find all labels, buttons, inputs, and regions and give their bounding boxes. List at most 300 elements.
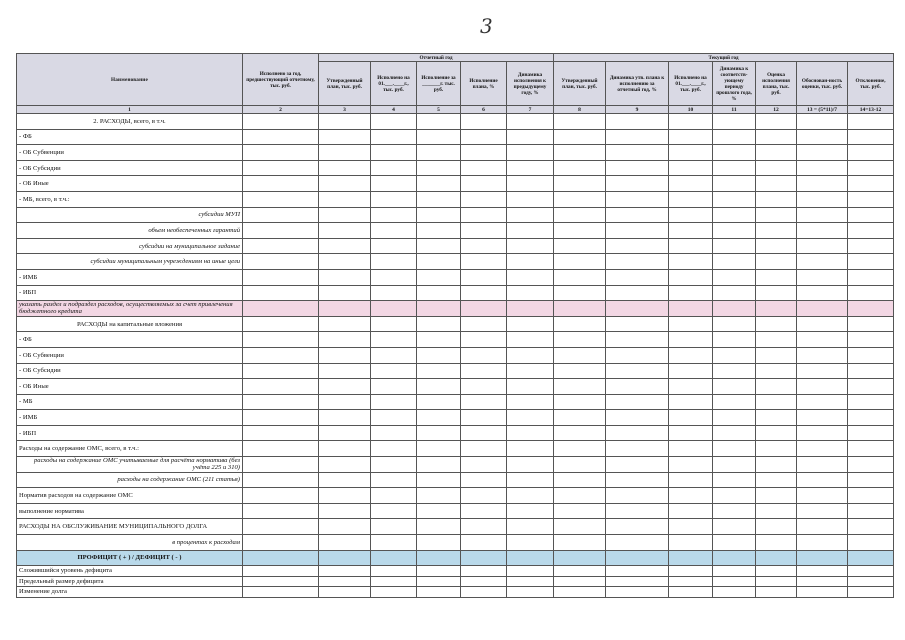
table-cell[interactable] [461,347,507,363]
table-cell[interactable] [507,363,554,379]
table-cell[interactable] [461,254,507,270]
table-cell[interactable] [417,238,461,254]
table-cell[interactable] [417,269,461,285]
table-cell[interactable] [243,207,319,223]
table-cell[interactable] [461,316,507,332]
table-cell[interactable] [797,347,848,363]
table-cell[interactable] [797,425,848,441]
table-cell[interactable] [461,223,507,239]
table-cell[interactable] [371,332,417,348]
table-cell[interactable] [461,207,507,223]
table-cell[interactable] [461,472,507,488]
table-cell[interactable] [848,114,894,130]
table-cell[interactable] [669,191,713,207]
table-cell[interactable] [756,316,797,332]
table-cell[interactable] [417,145,461,161]
table-cell[interactable] [319,176,371,192]
table-cell[interactable] [756,301,797,317]
table-cell[interactable] [243,488,319,504]
table-cell[interactable] [756,425,797,441]
table-cell[interactable] [554,207,606,223]
table-cell[interactable] [848,576,894,587]
table-cell[interactable] [243,519,319,535]
table-cell[interactable] [417,457,461,473]
table-cell[interactable] [417,472,461,488]
table-cell[interactable] [319,269,371,285]
table-cell[interactable] [756,207,797,223]
table-cell[interactable] [554,238,606,254]
table-cell[interactable] [243,301,319,317]
table-cell[interactable] [797,503,848,519]
table-cell[interactable] [606,176,669,192]
table-cell[interactable] [417,535,461,551]
table-cell[interactable] [507,145,554,161]
table-cell[interactable] [371,587,417,598]
table-cell[interactable] [713,394,756,410]
table-cell[interactable] [713,472,756,488]
table-cell[interactable] [554,269,606,285]
table-cell[interactable] [371,550,417,566]
table-cell[interactable] [243,223,319,239]
table-cell[interactable] [554,488,606,504]
table-cell[interactable] [507,576,554,587]
table-cell[interactable] [554,347,606,363]
table-cell[interactable] [848,410,894,426]
table-cell[interactable] [606,363,669,379]
table-cell[interactable] [669,145,713,161]
table-cell[interactable] [319,160,371,176]
table-cell[interactable] [243,347,319,363]
table-cell[interactable] [669,223,713,239]
table-cell[interactable] [371,207,417,223]
table-cell[interactable] [554,425,606,441]
table-cell[interactable] [797,207,848,223]
table-cell[interactable] [461,576,507,587]
table-cell[interactable] [319,301,371,317]
table-cell[interactable] [554,503,606,519]
table-cell[interactable] [554,223,606,239]
table-cell[interactable] [669,285,713,301]
table-cell[interactable] [371,535,417,551]
table-cell[interactable] [848,316,894,332]
table-cell[interactable] [848,379,894,395]
table-cell[interactable] [713,254,756,270]
table-cell[interactable] [713,238,756,254]
table-cell[interactable] [848,519,894,535]
table-cell[interactable] [848,441,894,457]
table-cell[interactable] [713,410,756,426]
table-cell[interactable] [554,316,606,332]
table-cell[interactable] [713,114,756,130]
table-cell[interactable] [756,347,797,363]
table-cell[interactable] [507,425,554,441]
table-cell[interactable] [669,566,713,577]
table-cell[interactable] [319,410,371,426]
table-cell[interactable] [319,207,371,223]
table-cell[interactable] [848,129,894,145]
table-cell[interactable] [606,129,669,145]
table-cell[interactable] [606,379,669,395]
table-cell[interactable] [756,550,797,566]
table-cell[interactable] [713,207,756,223]
table-cell[interactable] [669,207,713,223]
table-cell[interactable] [669,301,713,317]
table-cell[interactable] [797,285,848,301]
table-cell[interactable] [507,254,554,270]
table-cell[interactable] [606,503,669,519]
table-cell[interactable] [554,472,606,488]
table-cell[interactable] [417,160,461,176]
table-cell[interactable] [319,587,371,598]
table-cell[interactable] [797,472,848,488]
table-cell[interactable] [417,488,461,504]
table-cell[interactable] [319,129,371,145]
table-cell[interactable] [243,566,319,577]
table-cell[interactable] [461,457,507,473]
table-cell[interactable] [507,269,554,285]
table-cell[interactable] [713,363,756,379]
table-cell[interactable] [797,332,848,348]
table-cell[interactable] [371,301,417,317]
table-cell[interactable] [319,285,371,301]
table-cell[interactable] [371,503,417,519]
table-cell[interactable] [371,145,417,161]
table-cell[interactable] [797,114,848,130]
table-cell[interactable] [507,472,554,488]
table-cell[interactable] [669,457,713,473]
table-cell[interactable] [371,114,417,130]
table-cell[interactable] [756,566,797,577]
table-cell[interactable] [461,160,507,176]
table-cell[interactable] [713,129,756,145]
table-cell[interactable] [461,332,507,348]
table-cell[interactable] [507,114,554,130]
table-cell[interactable] [797,160,848,176]
table-cell[interactable] [507,160,554,176]
table-cell[interactable] [461,410,507,426]
table-cell[interactable] [371,160,417,176]
table-cell[interactable] [417,394,461,410]
table-cell[interactable] [417,207,461,223]
table-cell[interactable] [319,347,371,363]
table-cell[interactable] [848,269,894,285]
table-cell[interactable] [371,316,417,332]
table-cell[interactable] [417,301,461,317]
table-cell[interactable] [848,457,894,473]
table-cell[interactable] [417,254,461,270]
table-cell[interactable] [756,363,797,379]
table-cell[interactable] [756,285,797,301]
table-cell[interactable] [417,587,461,598]
table-cell[interactable] [507,587,554,598]
table-cell[interactable] [461,129,507,145]
table-cell[interactable] [669,238,713,254]
table-cell[interactable] [606,332,669,348]
table-cell[interactable] [461,285,507,301]
table-cell[interactable] [461,363,507,379]
table-cell[interactable] [243,129,319,145]
table-cell[interactable] [606,301,669,317]
table-cell[interactable] [417,316,461,332]
table-cell[interactable] [554,394,606,410]
table-cell[interactable] [243,285,319,301]
table-cell[interactable] [713,566,756,577]
table-cell[interactable] [371,410,417,426]
table-cell[interactable] [319,503,371,519]
table-cell[interactable] [417,410,461,426]
table-cell[interactable] [848,488,894,504]
table-cell[interactable] [319,425,371,441]
table-cell[interactable] [554,332,606,348]
table-cell[interactable] [507,503,554,519]
table-cell[interactable] [848,472,894,488]
table-cell[interactable] [756,238,797,254]
table-cell[interactable] [756,254,797,270]
table-cell[interactable] [417,129,461,145]
table-cell[interactable] [848,176,894,192]
table-cell[interactable] [797,223,848,239]
table-cell[interactable] [797,566,848,577]
table-cell[interactable] [554,285,606,301]
table-cell[interactable] [243,316,319,332]
table-cell[interactable] [797,176,848,192]
table-cell[interactable] [756,519,797,535]
table-cell[interactable] [606,425,669,441]
table-cell[interactable] [371,441,417,457]
table-cell[interactable] [756,269,797,285]
table-cell[interactable] [417,550,461,566]
table-cell[interactable] [756,129,797,145]
table-cell[interactable] [554,254,606,270]
table-cell[interactable] [319,519,371,535]
table-cell[interactable] [669,394,713,410]
table-cell[interactable] [606,535,669,551]
table-cell[interactable] [606,207,669,223]
table-cell[interactable] [371,269,417,285]
table-cell[interactable] [713,191,756,207]
table-cell[interactable] [669,519,713,535]
table-cell[interactable] [606,347,669,363]
table-cell[interactable] [848,503,894,519]
table-cell[interactable] [554,379,606,395]
table-cell[interactable] [797,394,848,410]
table-cell[interactable] [606,114,669,130]
table-cell[interactable] [554,441,606,457]
table-cell[interactable] [713,576,756,587]
table-cell[interactable] [243,176,319,192]
table-cell[interactable] [713,587,756,598]
table-cell[interactable] [848,347,894,363]
table-cell[interactable] [756,576,797,587]
table-cell[interactable] [554,566,606,577]
table-cell[interactable] [243,238,319,254]
table-cell[interactable] [606,238,669,254]
table-cell[interactable] [507,441,554,457]
table-cell[interactable] [461,587,507,598]
table-cell[interactable] [243,535,319,551]
table-cell[interactable] [797,519,848,535]
table-cell[interactable] [606,519,669,535]
table-cell[interactable] [319,332,371,348]
table-cell[interactable] [319,145,371,161]
table-cell[interactable] [554,550,606,566]
table-cell[interactable] [606,566,669,577]
table-cell[interactable] [371,425,417,441]
table-cell[interactable] [417,441,461,457]
table-cell[interactable] [507,207,554,223]
table-cell[interactable] [417,503,461,519]
table-cell[interactable] [606,269,669,285]
table-cell[interactable] [669,160,713,176]
table-cell[interactable] [461,238,507,254]
table-cell[interactable] [713,301,756,317]
table-cell[interactable] [606,410,669,426]
table-cell[interactable] [669,332,713,348]
table-cell[interactable] [507,285,554,301]
table-cell[interactable] [319,223,371,239]
table-cell[interactable] [554,114,606,130]
table-cell[interactable] [507,316,554,332]
table-cell[interactable] [507,301,554,317]
table-cell[interactable] [319,191,371,207]
table-cell[interactable] [797,363,848,379]
table-cell[interactable] [606,488,669,504]
table-cell[interactable] [243,269,319,285]
table-cell[interactable] [606,441,669,457]
table-cell[interactable] [554,129,606,145]
table-cell[interactable] [461,379,507,395]
table-cell[interactable] [507,176,554,192]
table-cell[interactable] [713,223,756,239]
table-cell[interactable] [371,176,417,192]
table-cell[interactable] [756,488,797,504]
table-cell[interactable] [848,587,894,598]
table-cell[interactable] [848,566,894,577]
table-cell[interactable] [461,176,507,192]
table-cell[interactable] [371,285,417,301]
table-cell[interactable] [669,425,713,441]
table-cell[interactable] [669,269,713,285]
table-cell[interactable] [554,363,606,379]
table-cell[interactable] [669,488,713,504]
table-cell[interactable] [669,379,713,395]
table-cell[interactable] [756,223,797,239]
table-cell[interactable] [848,332,894,348]
table-cell[interactable] [319,566,371,577]
table-cell[interactable] [371,457,417,473]
table-cell[interactable] [319,254,371,270]
table-cell[interactable] [461,269,507,285]
table-cell[interactable] [756,160,797,176]
table-cell[interactable] [243,503,319,519]
table-cell[interactable] [319,114,371,130]
table-cell[interactable] [507,129,554,145]
table-cell[interactable] [243,160,319,176]
table-cell[interactable] [713,176,756,192]
table-cell[interactable] [848,191,894,207]
table-cell[interactable] [507,550,554,566]
table-cell[interactable] [371,394,417,410]
table-cell[interactable] [713,269,756,285]
table-cell[interactable] [461,145,507,161]
table-cell[interactable] [243,587,319,598]
table-cell[interactable] [554,301,606,317]
table-cell[interactable] [606,587,669,598]
table-cell[interactable] [669,176,713,192]
table-cell[interactable] [243,550,319,566]
table-cell[interactable] [756,441,797,457]
table-cell[interactable] [606,394,669,410]
table-cell[interactable] [554,191,606,207]
table-cell[interactable] [371,129,417,145]
table-cell[interactable] [606,145,669,161]
table-cell[interactable] [554,176,606,192]
table-cell[interactable] [319,488,371,504]
table-cell[interactable] [507,394,554,410]
table-cell[interactable] [713,160,756,176]
table-cell[interactable] [417,223,461,239]
table-cell[interactable] [461,425,507,441]
table-cell[interactable] [756,191,797,207]
table-cell[interactable] [848,394,894,410]
table-cell[interactable] [461,550,507,566]
table-cell[interactable] [417,176,461,192]
table-cell[interactable] [797,301,848,317]
table-cell[interactable] [669,410,713,426]
table-cell[interactable] [507,535,554,551]
table-cell[interactable] [713,285,756,301]
table-cell[interactable] [606,285,669,301]
table-cell[interactable] [507,332,554,348]
table-cell[interactable] [848,285,894,301]
table-cell[interactable] [371,254,417,270]
table-cell[interactable] [797,535,848,551]
table-cell[interactable] [713,332,756,348]
table-cell[interactable] [669,316,713,332]
table-cell[interactable] [713,519,756,535]
table-cell[interactable] [848,301,894,317]
table-cell[interactable] [461,191,507,207]
table-cell[interactable] [554,160,606,176]
table-cell[interactable] [319,535,371,551]
table-cell[interactable] [507,410,554,426]
table-cell[interactable] [371,576,417,587]
table-cell[interactable] [319,457,371,473]
table-cell[interactable] [797,457,848,473]
table-cell[interactable] [461,394,507,410]
table-cell[interactable] [319,238,371,254]
table-cell[interactable] [669,550,713,566]
table-cell[interactable] [797,254,848,270]
table-cell[interactable] [417,425,461,441]
table-cell[interactable] [243,145,319,161]
table-cell[interactable] [243,254,319,270]
table-cell[interactable] [243,425,319,441]
table-cell[interactable] [461,441,507,457]
table-cell[interactable] [848,223,894,239]
table-cell[interactable] [606,254,669,270]
table-cell[interactable] [371,238,417,254]
table-cell[interactable] [756,176,797,192]
table-cell[interactable] [507,519,554,535]
table-cell[interactable] [319,363,371,379]
table-cell[interactable] [417,363,461,379]
table-cell[interactable] [713,550,756,566]
table-cell[interactable] [417,347,461,363]
table-cell[interactable] [554,145,606,161]
table-cell[interactable] [669,503,713,519]
table-cell[interactable] [669,587,713,598]
